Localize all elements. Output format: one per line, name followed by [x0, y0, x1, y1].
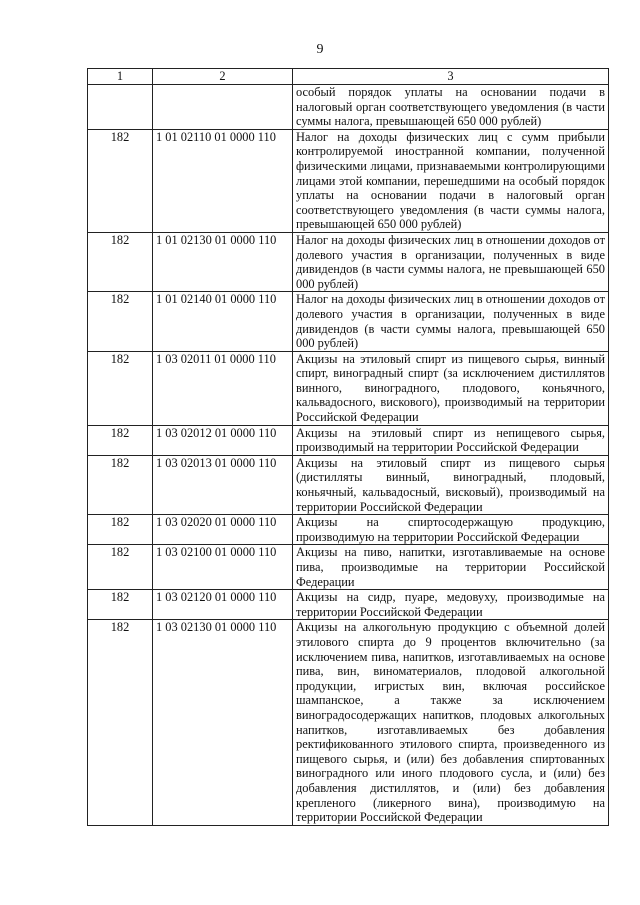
income-description: Акцизы на этиловый спирт из пищевого сырья, винный спирт, виноградный спирт (за исключением дистиллятов винного, виноградного, плодового, коньячного, кальвадосного, вискового), производимый на территории Российской Федерации [293, 351, 609, 425]
table-row [88, 351, 609, 425]
budget-code: 1 03 02100 01 0000 110 [153, 545, 293, 590]
page-number: 9 [316, 42, 324, 57]
admin-code: 182 [88, 455, 153, 514]
admin-code: 182 [88, 292, 153, 351]
income-description: Налог на доходы физических лиц с сумм прибыли контролируемой иностранной компании, полученной физическими лицами, признаваемыми контролирующими лицами этой компании, перешедшими на особый порядок уплаты на основании подачи в налоговый орган соответствующего уведомления (в части суммы налога, превышающей 650 000 рублей) [293, 129, 609, 232]
budget-code: 1 03 02013 01 0000 110 [153, 455, 293, 514]
admin-code: 182 [88, 620, 153, 825]
income-description: Акцизы на пиво, напитки, изготавливаемые на основе пива, производимые на территории Российской Федерации [293, 545, 609, 590]
admin-code: 182 [88, 129, 153, 232]
admin-code: 182 [88, 351, 153, 425]
continuation-code-cell [153, 85, 293, 130]
income-description: Акцизы на этиловый спирт из непищевого сырья, производимый на территории Российской Федерации [293, 425, 609, 455]
admin-code: 182 [88, 232, 153, 291]
table-row [88, 129, 609, 232]
table-row [88, 545, 609, 590]
admin-code: 182 [88, 590, 153, 620]
table-row [88, 455, 609, 514]
income-description: Акцизы на этиловый спирт из пищевого сырья (дистилляты винный, виноградный, плодовый, коньячный, кальвадосный, висковый), производимый на территории Российской Федерации [293, 455, 609, 514]
budget-code: 1 01 02130 01 0000 110 [153, 232, 293, 291]
income-description: Налог на доходы физических лиц в отношении доходов от долевого участия в организации, полученных в виде дивидендов (в части суммы налога, превышающей 650 000 рублей) [293, 292, 609, 351]
header-col-1: 1 [88, 69, 153, 85]
table-row [88, 232, 609, 291]
header-col-2: 2 [153, 69, 293, 85]
table-row [88, 620, 609, 825]
admin-code: 182 [88, 425, 153, 455]
budget-code: 1 03 02012 01 0000 110 [153, 425, 293, 455]
budget-code: 1 03 02120 01 0000 110 [153, 590, 293, 620]
continuation-admin-cell [88, 85, 153, 130]
budget-code: 1 01 02110 01 0000 110 [153, 129, 293, 232]
header-col-3: 3 [293, 69, 609, 85]
admin-code: 182 [88, 515, 153, 545]
table-row [88, 515, 609, 545]
header-row [88, 69, 609, 85]
table-row [88, 292, 609, 351]
income-description: Акцизы на алкогольную продукцию с объемной долей этилового спирта до 9 процентов включительно (за исключением пива, напитков, изготавливаемых на основе пива, вин, виноматериалов, плодовой алкогольной продукции, игристых вин, включая российское шампанское, а также за исключением виноградосодержащих напитков, плодовых алкогольных напитков, изготавливаемых без добавления ректификованного этилового спирта, произведенного из пищевого сырья, и (или) без добавления спиртованных виноградного или иного плодового сусла, и (или) без добавления дистиллятов, и (или) без добавления крепленого (ликерного вина), производимую на территории Российской Федерации [293, 620, 609, 825]
income-description: Акцизы на спиртосодержащую продукцию, производимую на территории Российской Федерации [293, 515, 609, 545]
continuation-text: особый порядок уплаты на основании подачи в налоговый орган соответствующего уведомления (в части суммы налога, превышающей 650 000 рублей) [293, 85, 609, 130]
budget-code: 1 03 02011 01 0000 110 [153, 351, 293, 425]
budget-code: 1 03 02130 01 0000 110 [153, 620, 293, 825]
income-description: Акцизы на сидр, пуаре, медовуху, производимые на территории Российской Федерации [293, 590, 609, 620]
budget-classification-table [87, 68, 609, 826]
admin-code: 182 [88, 545, 153, 590]
table-row [88, 425, 609, 455]
income-description: Налог на доходы физических лиц в отношении доходов от долевого участия в организации, полученных в виде дивидендов (в части суммы налога, не превышающей 650 000 рублей) [293, 232, 609, 291]
budget-code: 1 03 02020 01 0000 110 [153, 515, 293, 545]
table-row [88, 590, 609, 620]
budget-code: 1 01 02140 01 0000 110 [153, 292, 293, 351]
continuation-row [88, 85, 609, 130]
